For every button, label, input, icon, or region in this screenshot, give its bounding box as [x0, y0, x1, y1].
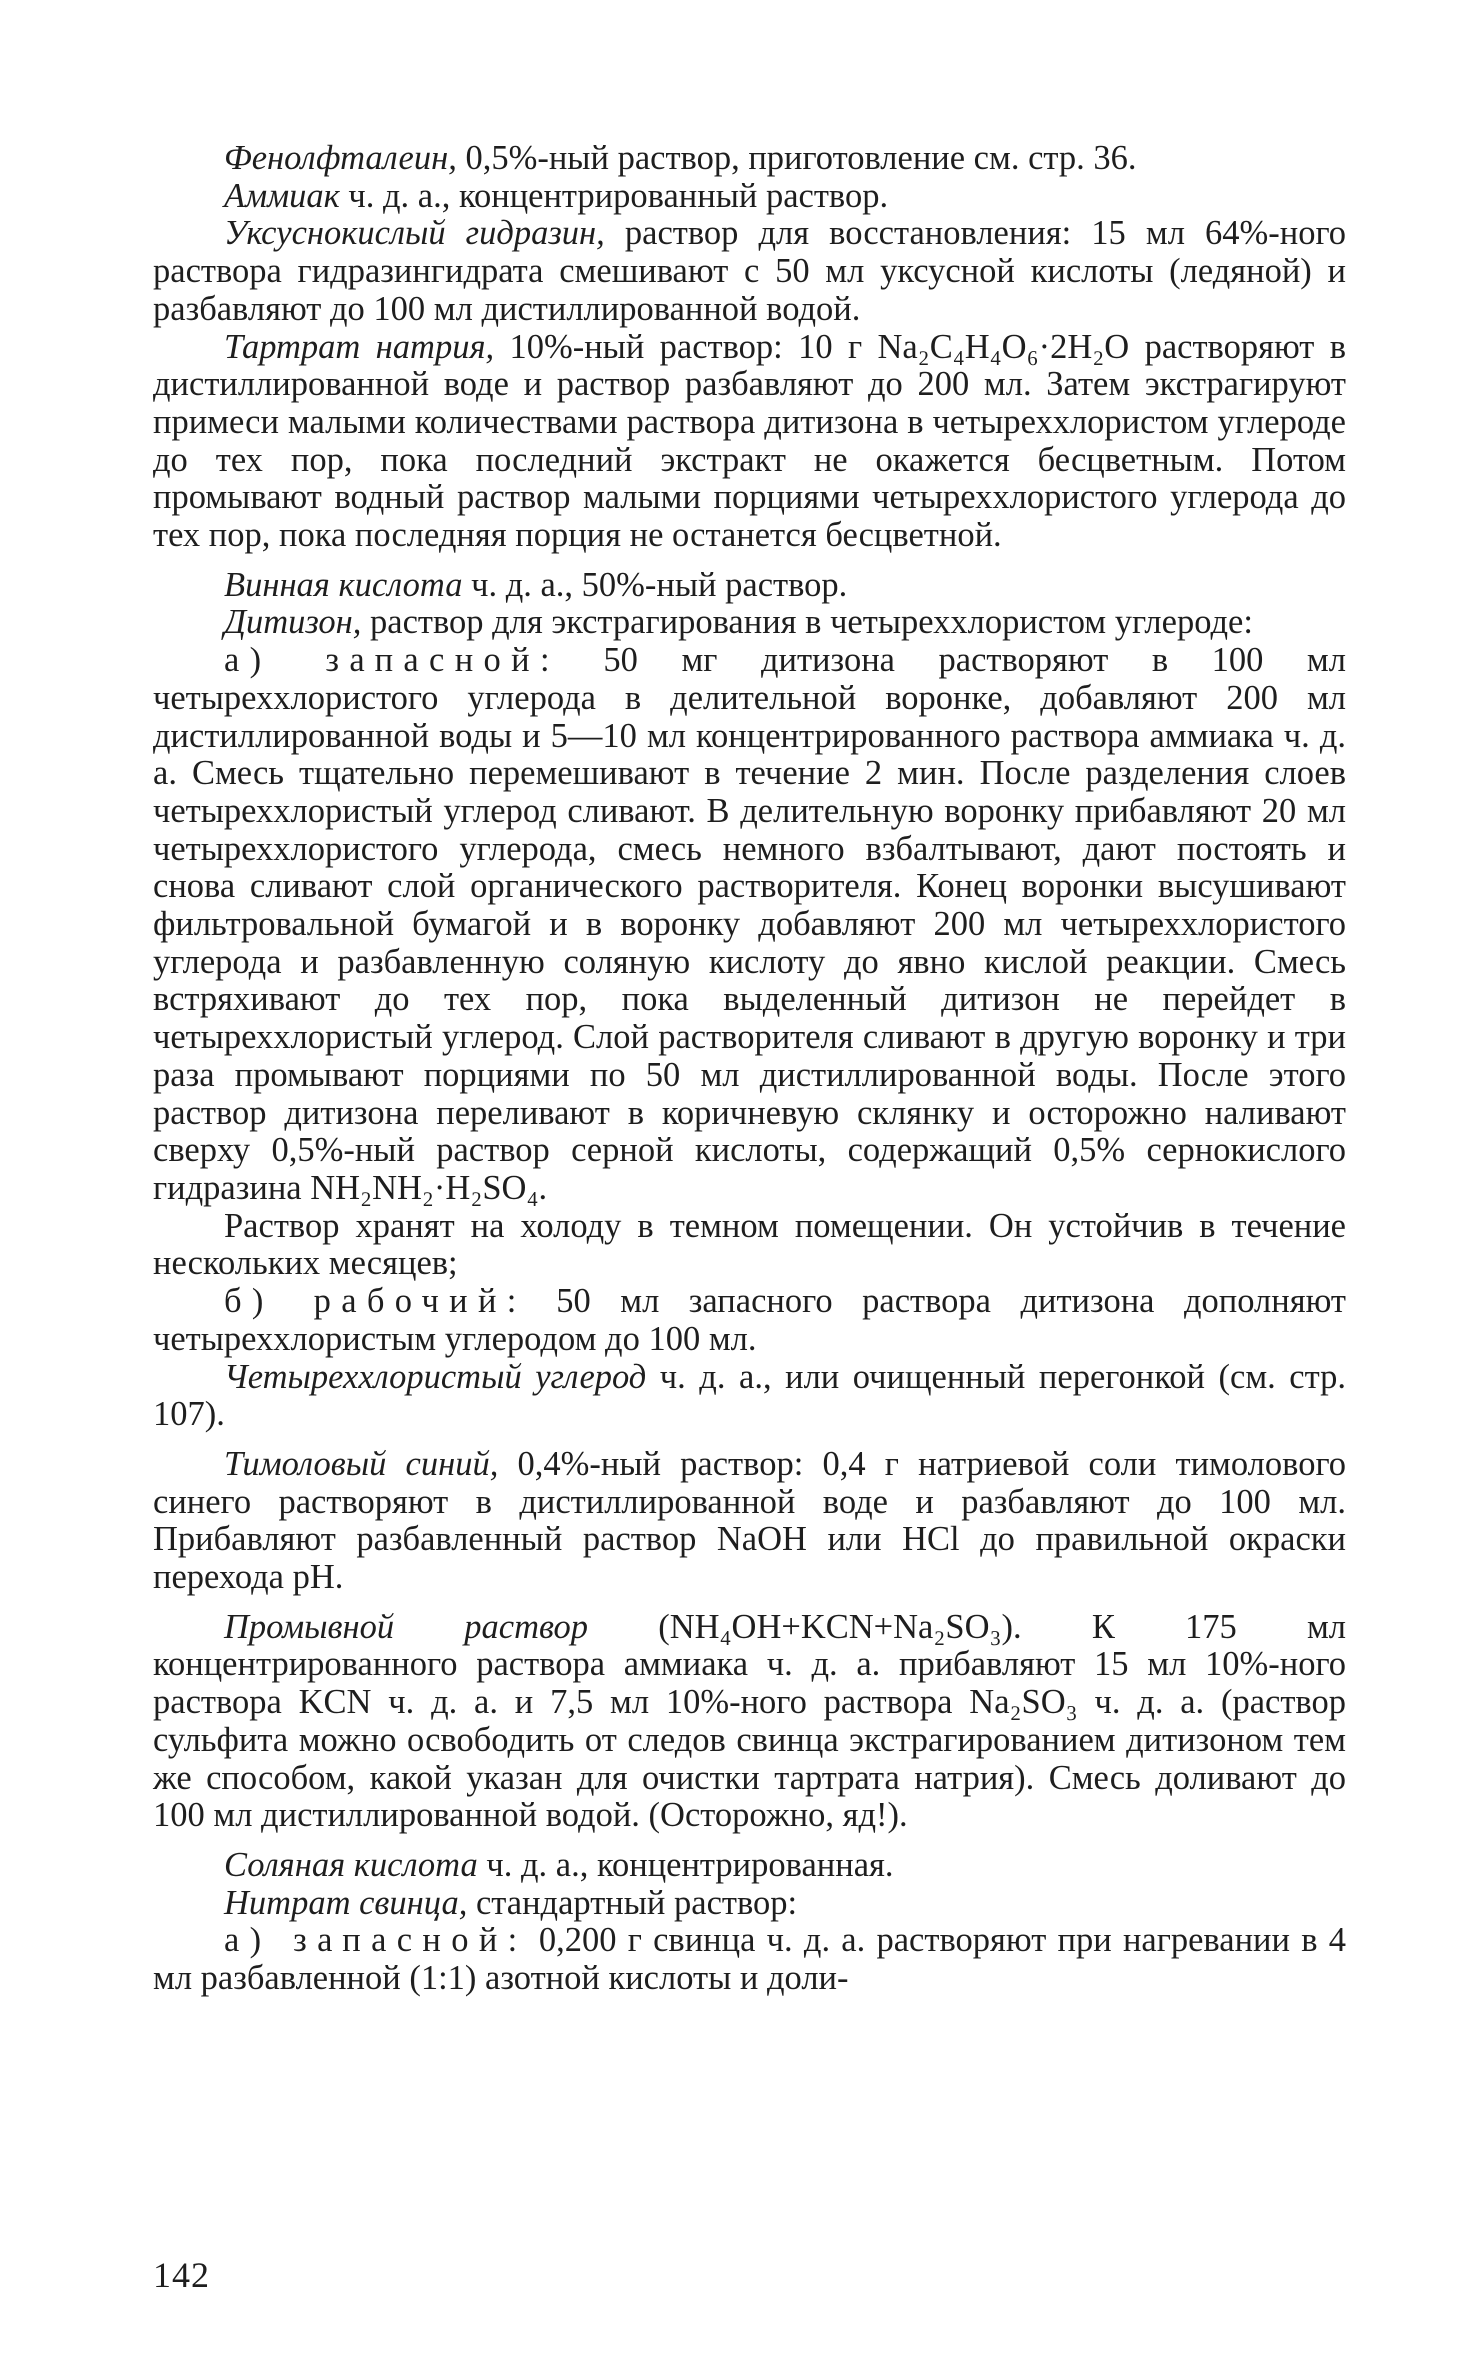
term: Уксуснокислый гидразин,	[224, 214, 605, 253]
term: Винная кислота	[224, 565, 463, 604]
paragraph-dithizone	[153, 604, 1346, 642]
term: Нитрат свинца,	[224, 1883, 468, 1922]
paragraph-text: стандартный раствор:	[467, 1883, 798, 1922]
term: Дитизон,	[224, 603, 362, 642]
paragraph-hydrochloric-acid	[153, 1847, 1346, 1885]
paragraph-dithizone-working	[153, 1283, 1346, 1358]
paragraph-phenolphthalein	[153, 140, 1346, 178]
term: Четыреххлористый углерод	[224, 1357, 647, 1396]
paragraph-wash-solution	[153, 1609, 1346, 1835]
paragraph-dithizone-storage	[153, 1208, 1346, 1283]
paragraph-text: ч. д. а., или очищенный перегонкой (см. стр. 107).	[153, 1357, 1346, 1434]
paragraph-dithizone-stock	[153, 642, 1346, 1208]
paragraph-carbon-tetrachloride	[153, 1359, 1346, 1434]
paragraph-text: Раствор хранят на холоду в темном помещении. Он устойчив в течение нескольких месяцев;	[153, 1206, 1346, 1283]
spaced-label: б) рабочий:	[224, 1282, 527, 1321]
paragraph-lead-nitrate	[153, 1885, 1346, 1923]
paragraph-text: раствор для восстановления: 15 мл 64%-ного раствора гидразингидрата смешивают с 50 мл уксусной кислоты (ледяной) и разбавляют до 100 мл дистиллированной водой.	[153, 214, 1346, 328]
spaced-label: а) запасной:	[224, 641, 560, 680]
page-body	[153, 140, 1346, 1998]
term: Фенолфталеин,	[224, 139, 457, 177]
paragraph-text: 0,5%-ный раствор, приготовление см. стр. 36.	[456, 139, 1137, 177]
paragraph-thymol-blue	[153, 1446, 1346, 1597]
page-number: 142	[153, 2255, 210, 2295]
paragraph-text: 50 мл запасного раствора дитизона дополняют четыреххлористым углеродом до 100 мл.	[153, 1282, 1346, 1358]
paragraph-text: ч. д. а., концентрированная.	[477, 1845, 894, 1884]
paragraph-text: (NH₄OH+KCN+Na₂SO₃). К 175 мл концентрированного раствора аммиака ч. д. а. прибавляют 15 мл 10%-ного раствора KCN ч. д. а. и 7,5 мл 10%-ного раствора Na₂SO₃ ч. д. а. (раствор сульфита можно освободить от следов свинца экстрагированием дитизоном тем же способом, какой указан для очистки тартрата натрия). Смесь доливают до 100 мл дистиллированной водой. (Осторожно, яд!).	[153, 1607, 1346, 1835]
term: Соляная кислота	[224, 1845, 478, 1884]
paragraph-text: ч. д. а., 50%-ный раствор.	[462, 565, 848, 604]
spaced-label: а) запасной:	[224, 1921, 528, 1960]
term: Тимоловый синий,	[224, 1444, 499, 1483]
term: Промывной раствор	[224, 1607, 589, 1646]
paragraph-tartaric-acid	[153, 567, 1346, 605]
paragraph-text: 0,200 г свинца ч. д. а. растворяют при нагревании в 4 мл разбавленной (1:1) азотной кислоты и доли-	[153, 1921, 1346, 1998]
paragraph-lead-nitrate-stock	[153, 1922, 1346, 1997]
term: Аммиак	[224, 176, 340, 215]
paragraph-sodium-tartrate	[153, 329, 1346, 555]
paragraph-hydrazine-acetate	[153, 215, 1346, 328]
term: Тартрат натрия,	[224, 327, 495, 366]
paragraph-text: 0,4%-ный раствор: 0,4 г натриевой соли тимолового синего растворяют в дистиллированной воде и разбавляют до 100 мл. Прибавляют разбавленный раствор NaOH или HCl до правильной окраски перехода pH.	[153, 1444, 1346, 1597]
paragraph-text: 10%-ный раствор: 10 г Na₂C₄H₄O₆·2H₂O растворяют в дистиллированной воде и раствор разбавляют до 200 мл. Затем экстрагируют примеси малыми количествами раствора дитизона в четыреххлористом углероде до тех пор, пока последний экстракт не окажется бесцветным. Потом промывают водный раствор малыми порциями четыреххлористого углерода до тех пор, пока последняя порция не останется бесцветной.	[153, 327, 1346, 555]
paragraph-text: раствор для экстрагирования в четыреххлористом углероде:	[361, 603, 1253, 642]
paragraph-text: 50 мг дитизона растворяют в 100 мл четыреххлористого углерода в делительной воронке, добавляют 200 мл дистиллированной воды и 5—10 мл концентрированного раствора аммиака ч. д. а. Смесь тщательно перемешивают в течение 2 мин. После разделения слоев четыреххлористый углерод сливают. В делительную воронку прибавляют 20 мл четыреххлористого углерода, смесь немного взбалтывают, дают постоять и снова сливают слой органического растворителя. Конец воронки высушивают фильтровальной бумагой и в воронку добавляют 200 мл четыреххлористого углерода и разбавленную соляную кислоту до явно кислой реакции. Смесь встряхивают до тех пор, пока выделенный дитизон не перейдет в четыреххлористый углерод. Слой растворителя сливают в другую воронку и три раза промывают порциями по 50 мл дистиллированной воды. После этого раствор дитизона переливают в коричневую склянку и осторожно наливают сверху 0,5%-ный раствор серной кислоты, содержащий 0,5% сернокислого гидразина NH₂NH₂·H₂SO₄.	[153, 641, 1346, 1207]
paragraph-ammonia	[153, 178, 1346, 216]
paragraph-text: ч. д. а., концентрированный раствор.	[339, 176, 889, 215]
